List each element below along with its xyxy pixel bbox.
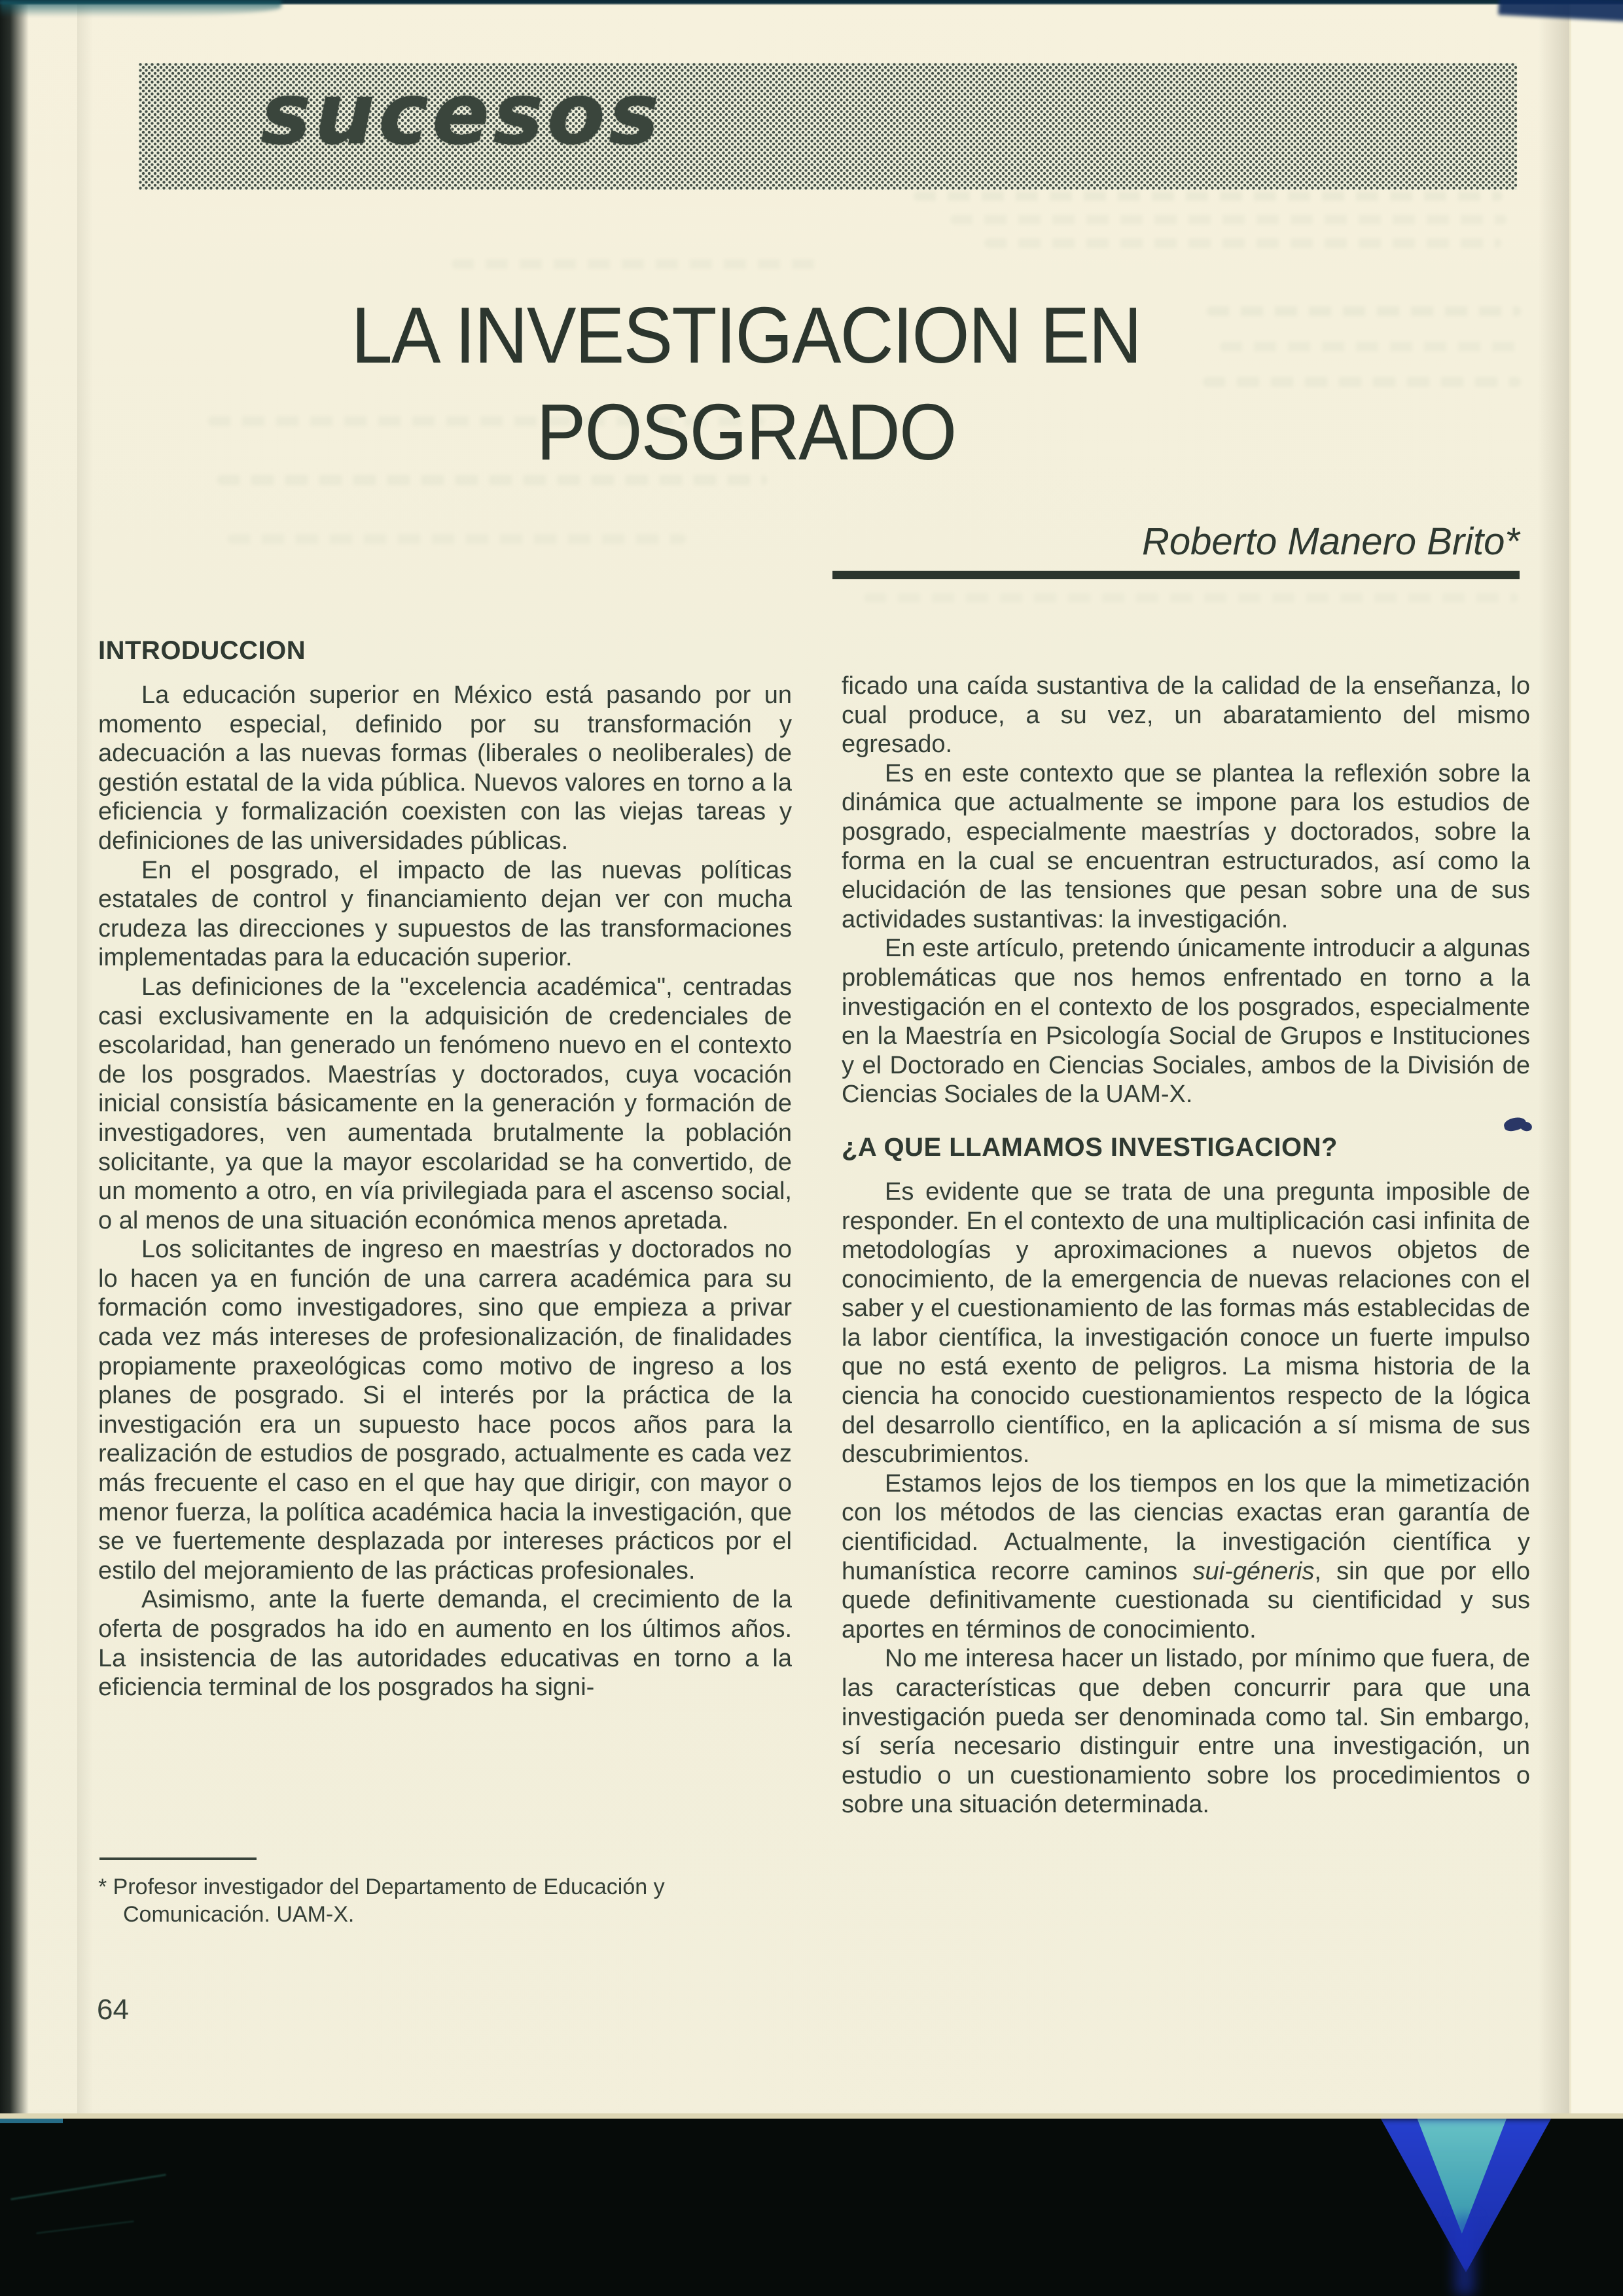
paragraph-text: Estamos lejos de los tiempos en los que la mimetización con los métodos de las ciencias exactas eran garantía de cientificidad. Actualmente, la investigación científica y humanística recorre caminos [842, 1469, 1530, 1585]
adjacent-page-edge [1569, 0, 1623, 2119]
scanner-light-glow [1364, 2119, 1567, 2272]
page-crease [77, 0, 93, 2119]
ghost-showthrough [452, 259, 825, 269]
section-heading: ¿A QUE LLAMAMOS INVESTIGACION? [842, 1132, 1338, 1162]
section-label: sucesos [260, 64, 663, 164]
page-number: 64 [97, 1994, 129, 2026]
article-title-line1: LA INVESTIGACION EN [351, 291, 1141, 380]
scan-blue-line [0, 2119, 63, 2123]
author-byline: Roberto Manero Brito* [1141, 520, 1520, 563]
body-paragraph: No me interesa hacer un listado, por mínimo que fuera, de las características que deben concurrir para que una investigación pueda ser denominada como tal. Sin embargo, sí sería necesario distinguir entre una investigación, un estudio o un cuestionamiento sobre los procedimientos o sobre una situación determinada. [842, 1645, 1530, 1819]
article-title [223, 287, 1270, 480]
body-paragraph: Es en este contexto que se plantea la reflexión sobre la dinámica que actualmente se impone para los estudios de posgrado, especialmente maestrías y doctorados, sobre la forma en la cual se encuentran estructurados, así como la elucidación de las tensiones que pesan sobre una de sus actividades sustantivas: la investigación. [842, 759, 1530, 933]
body-paragraph: Es evidente que se trata de una pregunta imposible de responder. En el contexto de una multiplicación casi infinita de metodologías y aproximaciones a nuevos objetos de conocimiento, de la emergencia de nuevas relaciones con el saber y el cuestionamiento de las formas más establecidas de la labor científica, la investigación conoce un fuerte impulso que no está exento de peligros. La misma historia de la ciencia ha conocido cuestionamientos respecto de la lógica del desarrollo científico, en la aplicación a sí misma de sus descubrimientos. [842, 1177, 1530, 1469]
paragraph-text: , sin que por ello quede definitivamente cuestionada su cientificidad y sus aportes en términos de conocimiento. [842, 1557, 1530, 1643]
scan-top-left-corner [0, 0, 281, 17]
body-paragraph: Los solicitantes de ingreso en maestrías y doctorados no lo hacen ya en función de una carrera académica para su formación como investigadores, sino que empieza a privar cada vez más intereses de profesionalización, de finalidades propiamente praxeológicas como motivo de ingreso a los planes de posgrado. Si el interés por la práctica de la investigación era un supuesto hace pocos años para la realización de estudios de posgrado, actualmente es cada vez más frecuente el caso en el que hay que dirigir, con mayor o menor fuerza, la política académica hacia la investigación, que se ve fuertemente desplazada por intereses prácticos por el estilo del mejoramiento de las prácticas profesionales. [98, 1236, 792, 1585]
left-column [98, 636, 792, 1702]
scan-bottom-band [0, 2119, 1623, 2296]
right-column [842, 672, 1530, 1820]
ink-blot [1504, 1117, 1533, 1134]
body-paragraph: En este artículo, pretendo únicamente introducir a algunas problemáticas que nos hemos enfrentado en torno a la investigación en el contexto de los posgrados, especialmente en la Maestría en Psicología Social de Grupos e Instituciones y el Doctorado en Ciencias Sociales, ambos de la División de Ciencias Sociales de la UAM-X. [842, 935, 1530, 1109]
scan-scratch [10, 2174, 166, 2200]
article-title-line2: POSGRADO [536, 387, 956, 476]
page-bottom-edge [0, 2113, 1623, 2119]
scan-left-edge [0, 0, 29, 2296]
ghost-showthrough [984, 238, 1501, 248]
ghost-showthrough [228, 534, 686, 544]
body-paragraph [842, 1469, 1530, 1645]
body-paragraph: La educación superior en México está pasando por un momento especial, definido por su transformación y adecuación a las nuevas formas (liberales o neoliberales) de gestión estatal de la vida pública. Nuevos valores en torno a la eficiencia y formalización coexisten con las viejas tareas y definiciones de las universidades públicas. [98, 681, 792, 855]
page-fold-shadow [1538, 0, 1569, 2119]
ghost-showthrough [950, 215, 1507, 224]
scan-scratch [36, 2221, 134, 2234]
section-header-band [139, 63, 1517, 190]
italic-phrase: sui-géneris [1192, 1557, 1315, 1585]
body-paragraph: Las definiciones de la "excelencia académica", centradas casi exclusivamente en la adquisición de credenciales de escolaridad, han generado un fenómeno nuevo en el contexto de los posgrados. Maestrías y doctorados, cuya vocación inicial consistía básicamente en la generación y formación de investigadores, ven aumentada brutalmente la población solicitante, ya que la mayor escolaridad se ha convertido, de un momento a otro, en vía privilegiada para el ascenso social, o al menos de una situación económica menos apretada. [98, 973, 792, 1234]
body-paragraph: ficado una caída sustantiva de la calidad de la enseñanza, lo cual produce, a su vez, un abaratamiento del mismo egresado. [842, 672, 1530, 759]
author-rule [832, 571, 1520, 579]
footnote: * Profesor investigador del Departamento de Educación y Comunicación. UAM-X. [98, 1874, 665, 1927]
intro-heading: INTRODUCCION [98, 636, 306, 665]
footnote-rule [99, 1857, 257, 1860]
ghost-showthrough [914, 191, 1503, 201]
ghost-showthrough [864, 593, 1518, 603]
body-paragraph: Asimismo, ante la fuerte demanda, el crecimiento de la oferta de posgrados ha ido en aumento en los últimos años. La insistencia de las autoridades educativas en torno a la eficiencia terminal de los posgrados ha signi- [98, 1586, 792, 1702]
body-paragraph: En el posgrado, el impacto de las nuevas políticas estatales de control y financiamiento dejan ver con mucha crudeza las direcciones y supuestos de las transformaciones implementadas para la educación superior. [98, 856, 792, 972]
